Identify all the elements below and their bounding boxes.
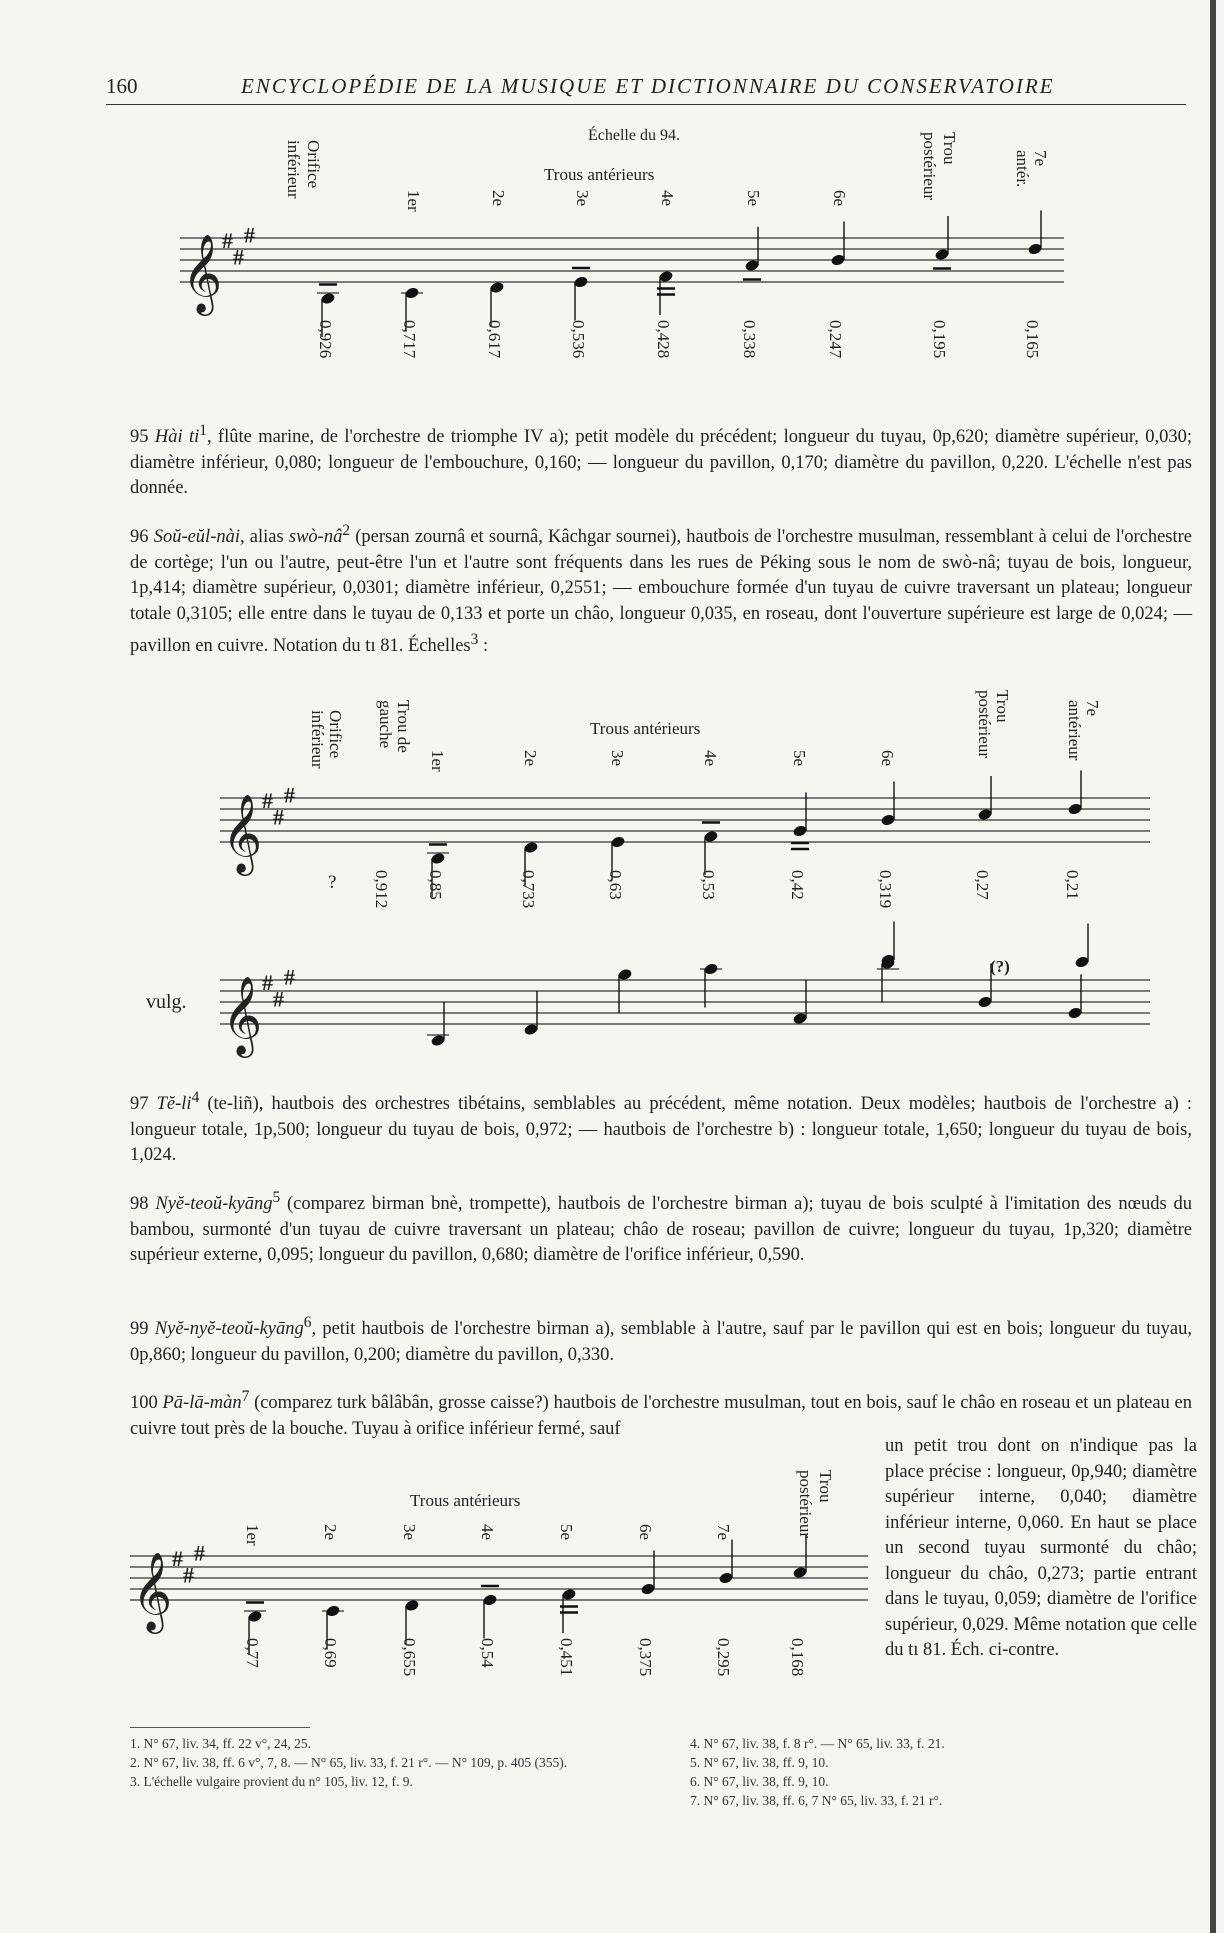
hole-label: 2e [321,1524,340,1541]
hole-value: 0,733 [519,870,538,909]
footnote-ref: 6 [303,1314,312,1331]
entry-99 [130,1310,1192,1368]
instrument-name: Pā-lā-màn [162,1393,242,1414]
hole-value: 0,295 [714,1638,733,1677]
entry-text: , petit hautbois de l'orchestre birman a), semblable à l'autre, sauf par le pavillon qui est en bois; longueur du tuyau, 0p,860; longueur du pavillon, 0,200; diamètre du pavillon, 0,330. [130,1319,1192,1365]
sharp-icon: # [262,788,273,813]
group-label: Trous antérieurs [410,1491,521,1510]
hole-value: 0,27 [973,870,992,900]
treble-clef-icon: 𝄞 [222,795,263,871]
hole-value: 0,42 [788,870,807,900]
hole-value: 0,536 [569,320,588,359]
treble-clef-icon: 𝄞 [182,235,223,311]
footnote-rule [130,1727,310,1728]
hole-value: 0,21 [1063,870,1082,900]
hole-value: 0,655 [400,1638,419,1677]
hole-value: 0,338 [740,320,759,359]
hole-label: 4e [658,190,677,207]
vulg-label: vulg. [146,991,187,1013]
entry-text: (comparez birman bnè, trompette), hautbois de l'orchestre birman a); tuyau de bois sculpté à l'imitation des nœuds du bambou, surmonté d'un tuyau de cuivre traversant un plateau; châo de roseau; pavillon de cuivre; longueur du tuyau, 1p,320; diamètre supérieur externe, 0,095; longueur du pavillon, 0,680; diamètre de l'orifice inférieur, 0,590. [130,1194,1193,1266]
hole-label: 5e [744,190,763,207]
scale-diagram-3 [0,1440,880,1700]
sharp-icon: # [222,228,233,253]
entry-96 [130,518,1192,660]
footnote-ref: 5 [272,1189,281,1206]
instrument-name: Tĕ-li [156,1094,192,1115]
hole-label: 5e [790,750,809,767]
hole-label: Trou de [394,700,413,753]
footnote: 3. L'échelle vulgaire provient du n° 105, liv. 12, f. 9. [130,1774,413,1789]
entry-text: alias [244,527,289,548]
footnotes-left [130,1734,660,1791]
hole-value: 0,77 [243,1638,262,1668]
sharp-icon: # [233,244,244,270]
hole-value: 0,54 [478,1638,497,1668]
hole-label: postérieur [796,1470,815,1538]
sharp-icon: # [262,970,273,995]
hole-value: 0,319 [876,870,895,909]
scale-diagram-2 [0,690,1224,1070]
sharp-icon: # [273,804,284,830]
instrument-name: Nyĕ-nyĕ-teoŭ-kyāng [154,1319,304,1340]
footnote: 1. N° 67, liv. 34, ff. 22 v°, 24, 25. [130,1736,312,1751]
hole-value: 0,375 [636,1638,655,1677]
entry-number: 97 [130,1094,149,1115]
hole-value: 0,247 [826,320,845,359]
entry-text: (comparez turk bâlâbân, grosse caisse?) hautbois de l'orchestre musulman, tout en bois, sauf le châo en roseau et un plateau en cuivre tout près de la bouche. Tuyau à orifice inférieur fermé, sauf [130,1393,1193,1439]
sharp-icon: # [273,986,284,1012]
sharp-icon: # [284,782,295,808]
hole-label: 4e [478,1524,497,1541]
entry-97 [130,1085,1192,1169]
hole-label: Trou [993,690,1012,723]
footnote-ref: 2 [342,522,351,539]
footnote: 2. N° 67, liv. 38, ff. 6 v°, 7, 8. — N° 65, liv. 33, f. 21 r°. — N° 109, p. 405 (355). [130,1755,568,1770]
footnote-ref: 1 [199,422,207,439]
hole-value: 0,926 [316,320,335,359]
instrument-name: Soŭ-eŭl-nài, [153,527,245,548]
entry-text: (persan zournâ et sournâ, Kâchgar sournei), hautbois de l'orchestre musulman, ressemblant à celui de l'orchestre de cortège; l'un ou l'autre, peut-être l'un et l'autre sont fréquents dans les rues de Péking sous le nom de swò-nâ; tuyau de bois, longueur, 1p,414; diamètre supérieur, 0,0301; diamètre inférieur, 0,2551; — embouchure formée d'un tuyau de cuivre traversant un plateau; longueur totale 0,3105; elle entre dans le tuyau de 0,133 et porte un châo, longueur 0,035, en roseau, dont l'ouverture supérieure est large de 0,024; — pavillon en cuivre. Notation du tı 81. Échelles [130,527,1193,657]
group-label: Trous antérieurs [590,719,701,738]
hole-value: 0,617 [485,320,504,359]
hole-label: 7e [714,1524,733,1541]
entry-text: , flûte marine, de l'orchestre de triomphe IV a); petit modèle du précédent; longueur du tuyau, 0p,620; diamètre supérieur, 0,030; diamètre inférieur, 0,080; longueur de l'embouchure, 0,160; — longueur du pavillon, 0,170; diamètre du pavillon, 0,220. L'échelle n'est pas donnée. [130,427,1192,499]
scale-diagram-1 [0,120,1224,400]
entry-text: (te-liñ), hautbois des orchestres tibétains, semblables au précédent, même notation. Deux modèles; hautbois de l'orchestre a) : longueur totale, 1p,500; longueur du tuyau de bois, 0,972; — hautbois de l'orchestre b) : longueur totale, 1,650; longueur du tuyau de bois, 1,024. [130,1094,1193,1166]
hole-value: ? [328,872,337,893]
footnote-ref: 3 [470,631,479,649]
hole-label: postérieur [975,690,994,758]
hole-value: 0,451 [557,1638,576,1677]
hole-label: Trou [940,132,959,165]
sharp-icon: # [284,964,295,990]
entry-number: 96 [130,527,149,548]
group-label: Trous antérieurs [544,165,655,184]
treble-clef-icon: 𝄞 [132,1553,173,1629]
hole-label: 7e [1031,150,1050,167]
sharp-icon: # [172,1546,183,1571]
footnotes-right [690,1734,1190,1810]
entry-98 [130,1185,1192,1269]
hole-label: 2e [489,190,508,207]
hole-value: 0,69 [321,1638,340,1668]
hole-label: 5e [557,1524,576,1541]
sharp-icon: # [244,222,255,248]
hole-label: 6e [878,750,897,767]
hole-value: 0,428 [654,320,673,359]
footnote: 7. N° 67, liv. 38, ff. 6, 7 N° 65, liv. 33, f. 21 r°. [690,1793,943,1808]
footnote-ref: 4 [191,1089,200,1106]
running-title: ENCYCLOPÉDIE DE LA MUSIQUE ET DICTIONNAIRE DU CONSERVATOIRE [241,74,1055,98]
hole-value: 0,912 [372,870,391,909]
scale-label: Échelle du 94. [588,127,680,144]
hole-value: 0,717 [400,320,419,359]
sharp-icon: # [183,1562,194,1588]
hole-label: Trou [816,1470,835,1503]
hole-value: 0,168 [788,1638,807,1677]
hole-value: 0,63 [606,870,625,900]
hole-value: 0,195 [930,320,949,359]
hole-label: Orifice [326,710,345,759]
entry-100-continuation: un petit trou dont on n'indique pas la place précise : longueur, 0p,940; diamètre supérieur interne, 0,040; diamètre inférieur interne, 0,060. En haut se place un second tuyau surmonté du châo; longueur du châo, 0,273; partie entrant dans le tuyau, 0,059; diamètre de l'orifice supérieur, 0,029. Même notation que celle du tı 81. Éch. ci-contre. [885,1436,1197,1660]
instrument-alias: swò-nâ [288,527,343,548]
hole-label: 1er [428,750,447,772]
hole-label: 3e [400,1524,419,1541]
entry-95 [130,418,1192,502]
entry-number: 100 [130,1393,158,1414]
hole-label: gauche [376,700,395,749]
hole-label: inférieur [308,710,327,769]
hole-label: inférieur [284,140,303,199]
query-mark: (?) [990,957,1010,976]
hole-label: 2e [521,750,540,767]
hole-label: 1er [404,190,423,212]
hole-value: 0,53 [699,870,718,900]
footnote: 5. N° 67, liv. 38, ff. 9, 10. [690,1755,829,1770]
entry-number: 98 [130,1194,149,1215]
entry-text: : [478,636,489,657]
instrument-name: Nyĕ-teoŭ-kyāng [155,1194,273,1215]
hole-value: 0,85 [426,870,445,900]
footnote: 6. N° 67, liv. 38, ff. 9, 10. [690,1774,829,1789]
footnote: 4. N° 67, liv. 38, f. 8 r°. — N° 65, liv. 33, f. 21. [690,1736,945,1751]
hole-label: 3e [608,750,627,767]
entry-number: 95 [130,427,149,448]
page-number: 160 [106,74,138,98]
hole-label: 4e [701,750,720,767]
hole-value: 0,165 [1023,320,1042,359]
hole-label: antér. [1013,150,1032,188]
sharp-icon: # [194,1540,205,1566]
treble-clef-icon: 𝄞 [222,977,263,1053]
hole-label: 6e [830,190,849,207]
instrument-name: Hài ti [154,427,200,448]
hole-label: 3e [573,190,592,207]
hole-label: Orifice [304,140,323,189]
hole-label: 7e [1083,700,1102,717]
hole-label: 1er [243,1524,262,1546]
hole-label: antérieur [1065,700,1084,761]
entry-number: 99 [130,1319,149,1340]
hole-label: 6e [636,1524,655,1541]
hole-label: postérieur [920,132,939,200]
footnote-ref: 7 [241,1388,250,1405]
page-header [106,68,1186,105]
